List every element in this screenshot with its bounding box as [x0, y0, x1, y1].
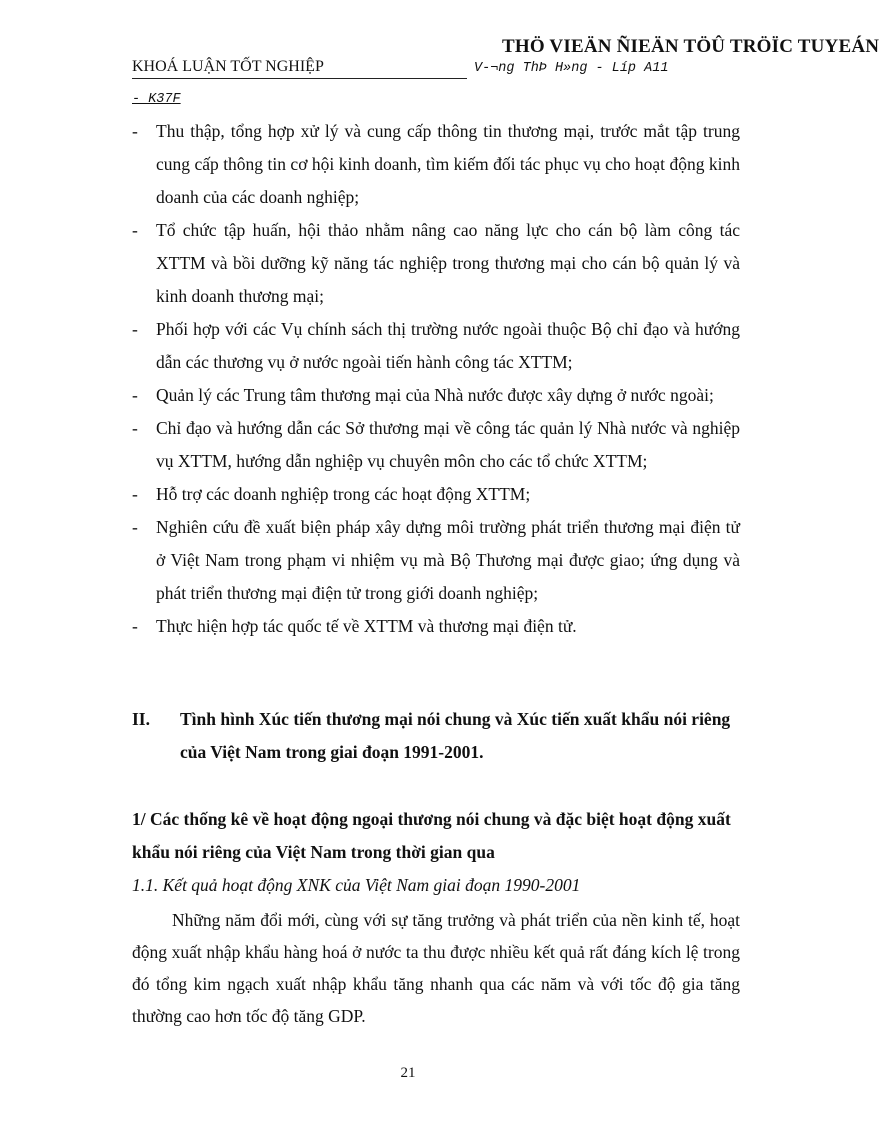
page-number: 21 — [400, 1065, 416, 1081]
bullet-dash: - — [132, 484, 138, 504]
list-item — [132, 214, 740, 313]
bullet-dash: - — [132, 517, 138, 537]
header-underline — [132, 78, 467, 79]
list-item-text: Nghiên cứu đề xuất biện pháp xây dựng môi trường phát triển thương mại điện tử ở Việt Nam trong phạm vi nhiệm vụ mà Bộ Thương mại được giao; ứng dụng và phát triển thương mại điện tử trong giới doanh nghiệp; — [156, 517, 740, 603]
list-item — [132, 379, 740, 412]
list-item-text: Thực hiện hợp tác quốc tế về XTTM và thương mại điện tử. — [156, 616, 577, 636]
list-item — [132, 313, 740, 379]
list-item-text: Quản lý các Trung tâm thương mại của Nhà nước được xây dựng ở nước ngoài; — [156, 385, 714, 405]
bullet-dash: - — [132, 385, 138, 405]
list-item — [132, 610, 740, 643]
bullet-dash: - — [132, 319, 138, 339]
list-item — [132, 115, 740, 214]
section-title: Tình hình Xúc tiến thương mại nói chung và Xúc tiến xuất khẩu nói riêng của Việt Nam trong giai đoạn 1991-2001. — [180, 709, 731, 762]
header-author: V-¬ng ThÞ H»ng - Líp A11 — [474, 61, 669, 76]
bullet-dash: - — [132, 616, 138, 636]
list-item — [132, 511, 740, 610]
subsubsection-heading: 1.1. Kết quả hoạt động XNK của Việt Nam giai đoạn 1990-2001 — [132, 875, 581, 895]
list-item-text: Chỉ đạo và hướng dẫn các Sở thương mại về công tác quản lý Nhà nước và nghiệp vụ XTTM, hướng dẫn nghiệp vụ chuyên môn cho các tổ chức XTTM; — [156, 418, 740, 471]
list-item — [132, 412, 740, 478]
header-class: - K37F — [132, 92, 181, 107]
bullet-list — [132, 115, 740, 643]
watermark: THÖ VIEÄN ÑIEÄN TÖÛ TRÖÏC TUYEÁN — [502, 36, 879, 57]
bullet-dash: - — [132, 418, 138, 438]
bullet-dash: - — [132, 220, 138, 240]
list-item — [132, 478, 740, 511]
list-item-text: Tổ chức tập huấn, hội thảo nhằm nâng cao năng lực cho cán bộ làm công tác XTTM và bồi dưỡng kỹ năng tác nghiệp trong thương mại cho cán bộ quản lý và kinh doanh thương mại; — [156, 220, 740, 306]
list-item-text: Hỗ trợ các doanh nghiệp trong các hoạt động XTTM; — [156, 484, 531, 504]
body-paragraph: Những năm đổi mới, cùng với sự tăng trưởng và phát triển của nền kinh tế, hoạt động xuất nhập khẩu hàng hoá ở nước ta thu được nhiều kết quả rất đáng kích lệ trong đó tổng kim ngạch xuất nhập khẩu tăng nhanh qua các năm và với tốc độ gia tăng thường cao hơn tốc độ tăng GDP. — [132, 910, 740, 1026]
section-heading — [132, 703, 742, 769]
list-item-text: Phối hợp với các Vụ chính sách thị trường nước ngoài thuộc Bộ chỉ đạo và hướng dẫn các thương vụ ở nước ngoài tiến hành công tác XTTM; — [156, 319, 740, 372]
list-item-text: Thu thập, tổng hợp xử lý và cung cấp thông tin thương mại, trước mắt tập trung cung cấp thông tin cơ hội kinh doanh, tìm kiếm đối tác phục vụ cho hoạt động kinh doanh của các doanh nghiệp; — [156, 121, 740, 207]
subsection-heading: 1/ Các thống kê về hoạt động ngoại thương nói chung và đặc biệt hoạt động xuất khẩu nói riêng của Việt Nam trong thời gian qua — [132, 809, 731, 862]
section-number: II. — [132, 709, 150, 729]
header-title: KHOÁ LUẬN TỐT NGHIỆP — [132, 58, 324, 75]
bullet-dash: - — [132, 121, 138, 141]
